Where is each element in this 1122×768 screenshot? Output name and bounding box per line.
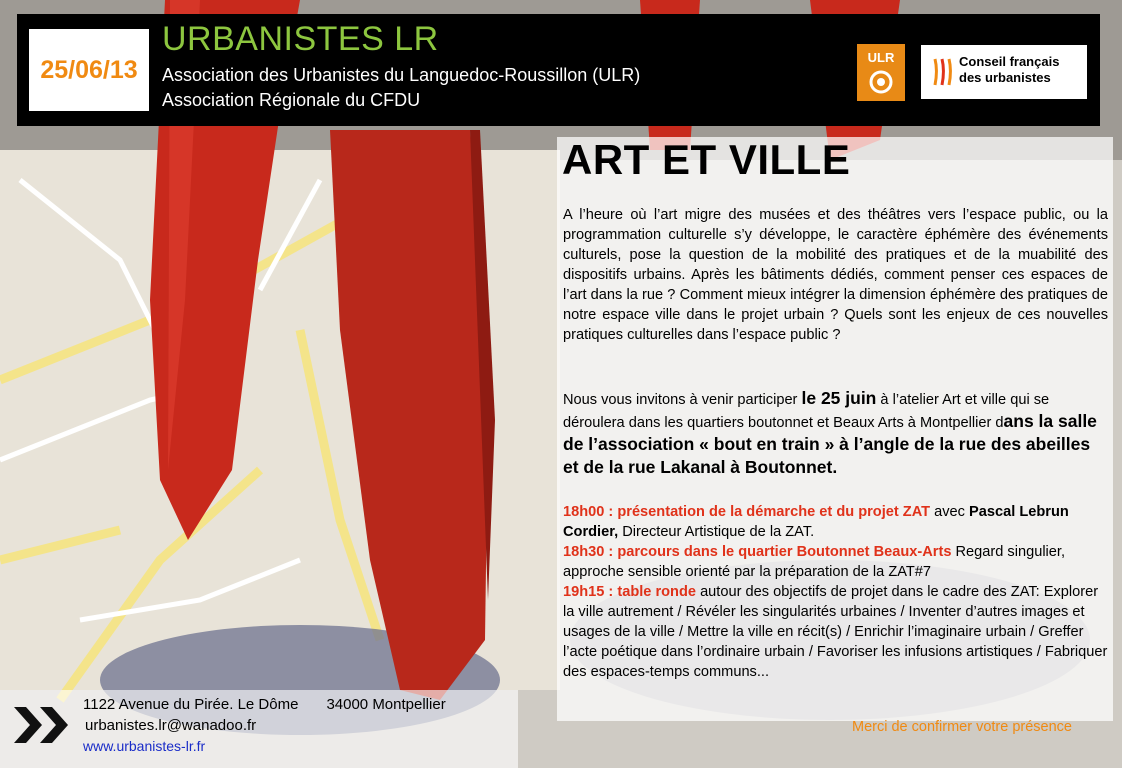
program-text: avec: [930, 504, 970, 520]
website-link[interactable]: www.urbanistes-lr.fr: [83, 738, 206, 754]
event-date: 25/06/13: [40, 55, 138, 84]
program-item: [563, 502, 1108, 542]
footer-address: [83, 696, 446, 713]
date-box: [29, 29, 149, 111]
article-invitation: [563, 388, 1108, 479]
program-item: [563, 582, 1108, 682]
program-item: [563, 542, 1108, 582]
org-title: URBANISTES LR: [162, 20, 439, 58]
header-banner: [17, 14, 1100, 126]
program-text: Directeur Artistique de la ZAT.: [618, 524, 815, 540]
invite-date: le 25 juin: [801, 388, 877, 408]
ulr-logo-swirl-icon: [857, 44, 905, 101]
program-text: Regard singulier, approche sensible orienté par la préparation de la ZAT#7: [563, 544, 1066, 580]
address-city: 34000 Montpellier: [326, 696, 446, 713]
address-street: 1122 Avenue du Pirée. Le Dôme: [83, 696, 299, 713]
program-speaker: Pascal Lebrun Cordier,: [563, 504, 1069, 540]
invite-place: ans la salle de l’association « bout en train » à l’angle de la rue des abeilles et de la rue Lakanal à Boutonnet.: [563, 411, 1097, 477]
program-time-title: 19h15 : table ronde: [563, 584, 697, 600]
cfdu-logo: [921, 45, 1087, 99]
org-subtitle-2: Association Régionale du CFDU: [162, 90, 421, 110]
org-subtitle-1: Association des Urbanistes du Languedoc-Roussillon (ULR): [162, 65, 641, 85]
invite-text-b: à l’atelier Art et ville qui se déroulera dans les quartiers boutonnet et Beaux Arts à Montpellier d: [563, 392, 1050, 431]
cfdu-logo-marks-icon: [931, 57, 955, 87]
ulr-logo-text: ULR: [867, 50, 895, 65]
contact-email[interactable]: urbanistes.lr@wanadoo.fr: [85, 717, 257, 734]
program-time-title: 18h30 : parcours dans le quartier Boutonnet Beaux-Arts: [563, 544, 952, 560]
cfdu-logo-text: Conseil français des urbanistes: [959, 54, 1060, 85]
article-intro: A l’heure où l’art migre des musées et des théâtres vers l’espace public, ou la programmation culturelle s’y développe, le caractère éphémère des événements culturels, pose la question de la mobilité des pratiques et de la muabilité des dispositifs urbains. Après les bâtiments dédiés, comment penser ces espaces de l’art dans la rue ? Comment mieux intégrer la dimension éphémère des pratiques de notre espace ville dans le projet urbain ? Quels sont les enjeux de ces nouvelles pratiques culturelles dans l’espace public ?: [563, 207, 1108, 343]
confirm-notice: Merci de confirmer votre présence: [852, 719, 1072, 735]
invite-text-a: Nous vous invitons à venir participer: [563, 392, 802, 408]
program: [563, 502, 1108, 682]
ulr-logo: [857, 44, 905, 101]
program-time-title: 18h00 : présentation de la démarche et du projet ZAT: [563, 504, 931, 520]
program-text: autour des objectifs de projet dans le cadre des ZAT: Explorer la ville autrement / Révéler les singularités urbaines / Inventer d’autres images et usages de la ville / Mettre la ville en récit(s) / Enrichir l’imaginaire urbain / Greffer l’acte poétique dans l’ordinaire urbain / Favoriser les infusions artistiques / Fabriquer des espaces-temps communs...: [563, 584, 1108, 680]
double-chevron-icon: [12, 703, 74, 747]
article-title: ART ET VILLE: [562, 136, 851, 183]
